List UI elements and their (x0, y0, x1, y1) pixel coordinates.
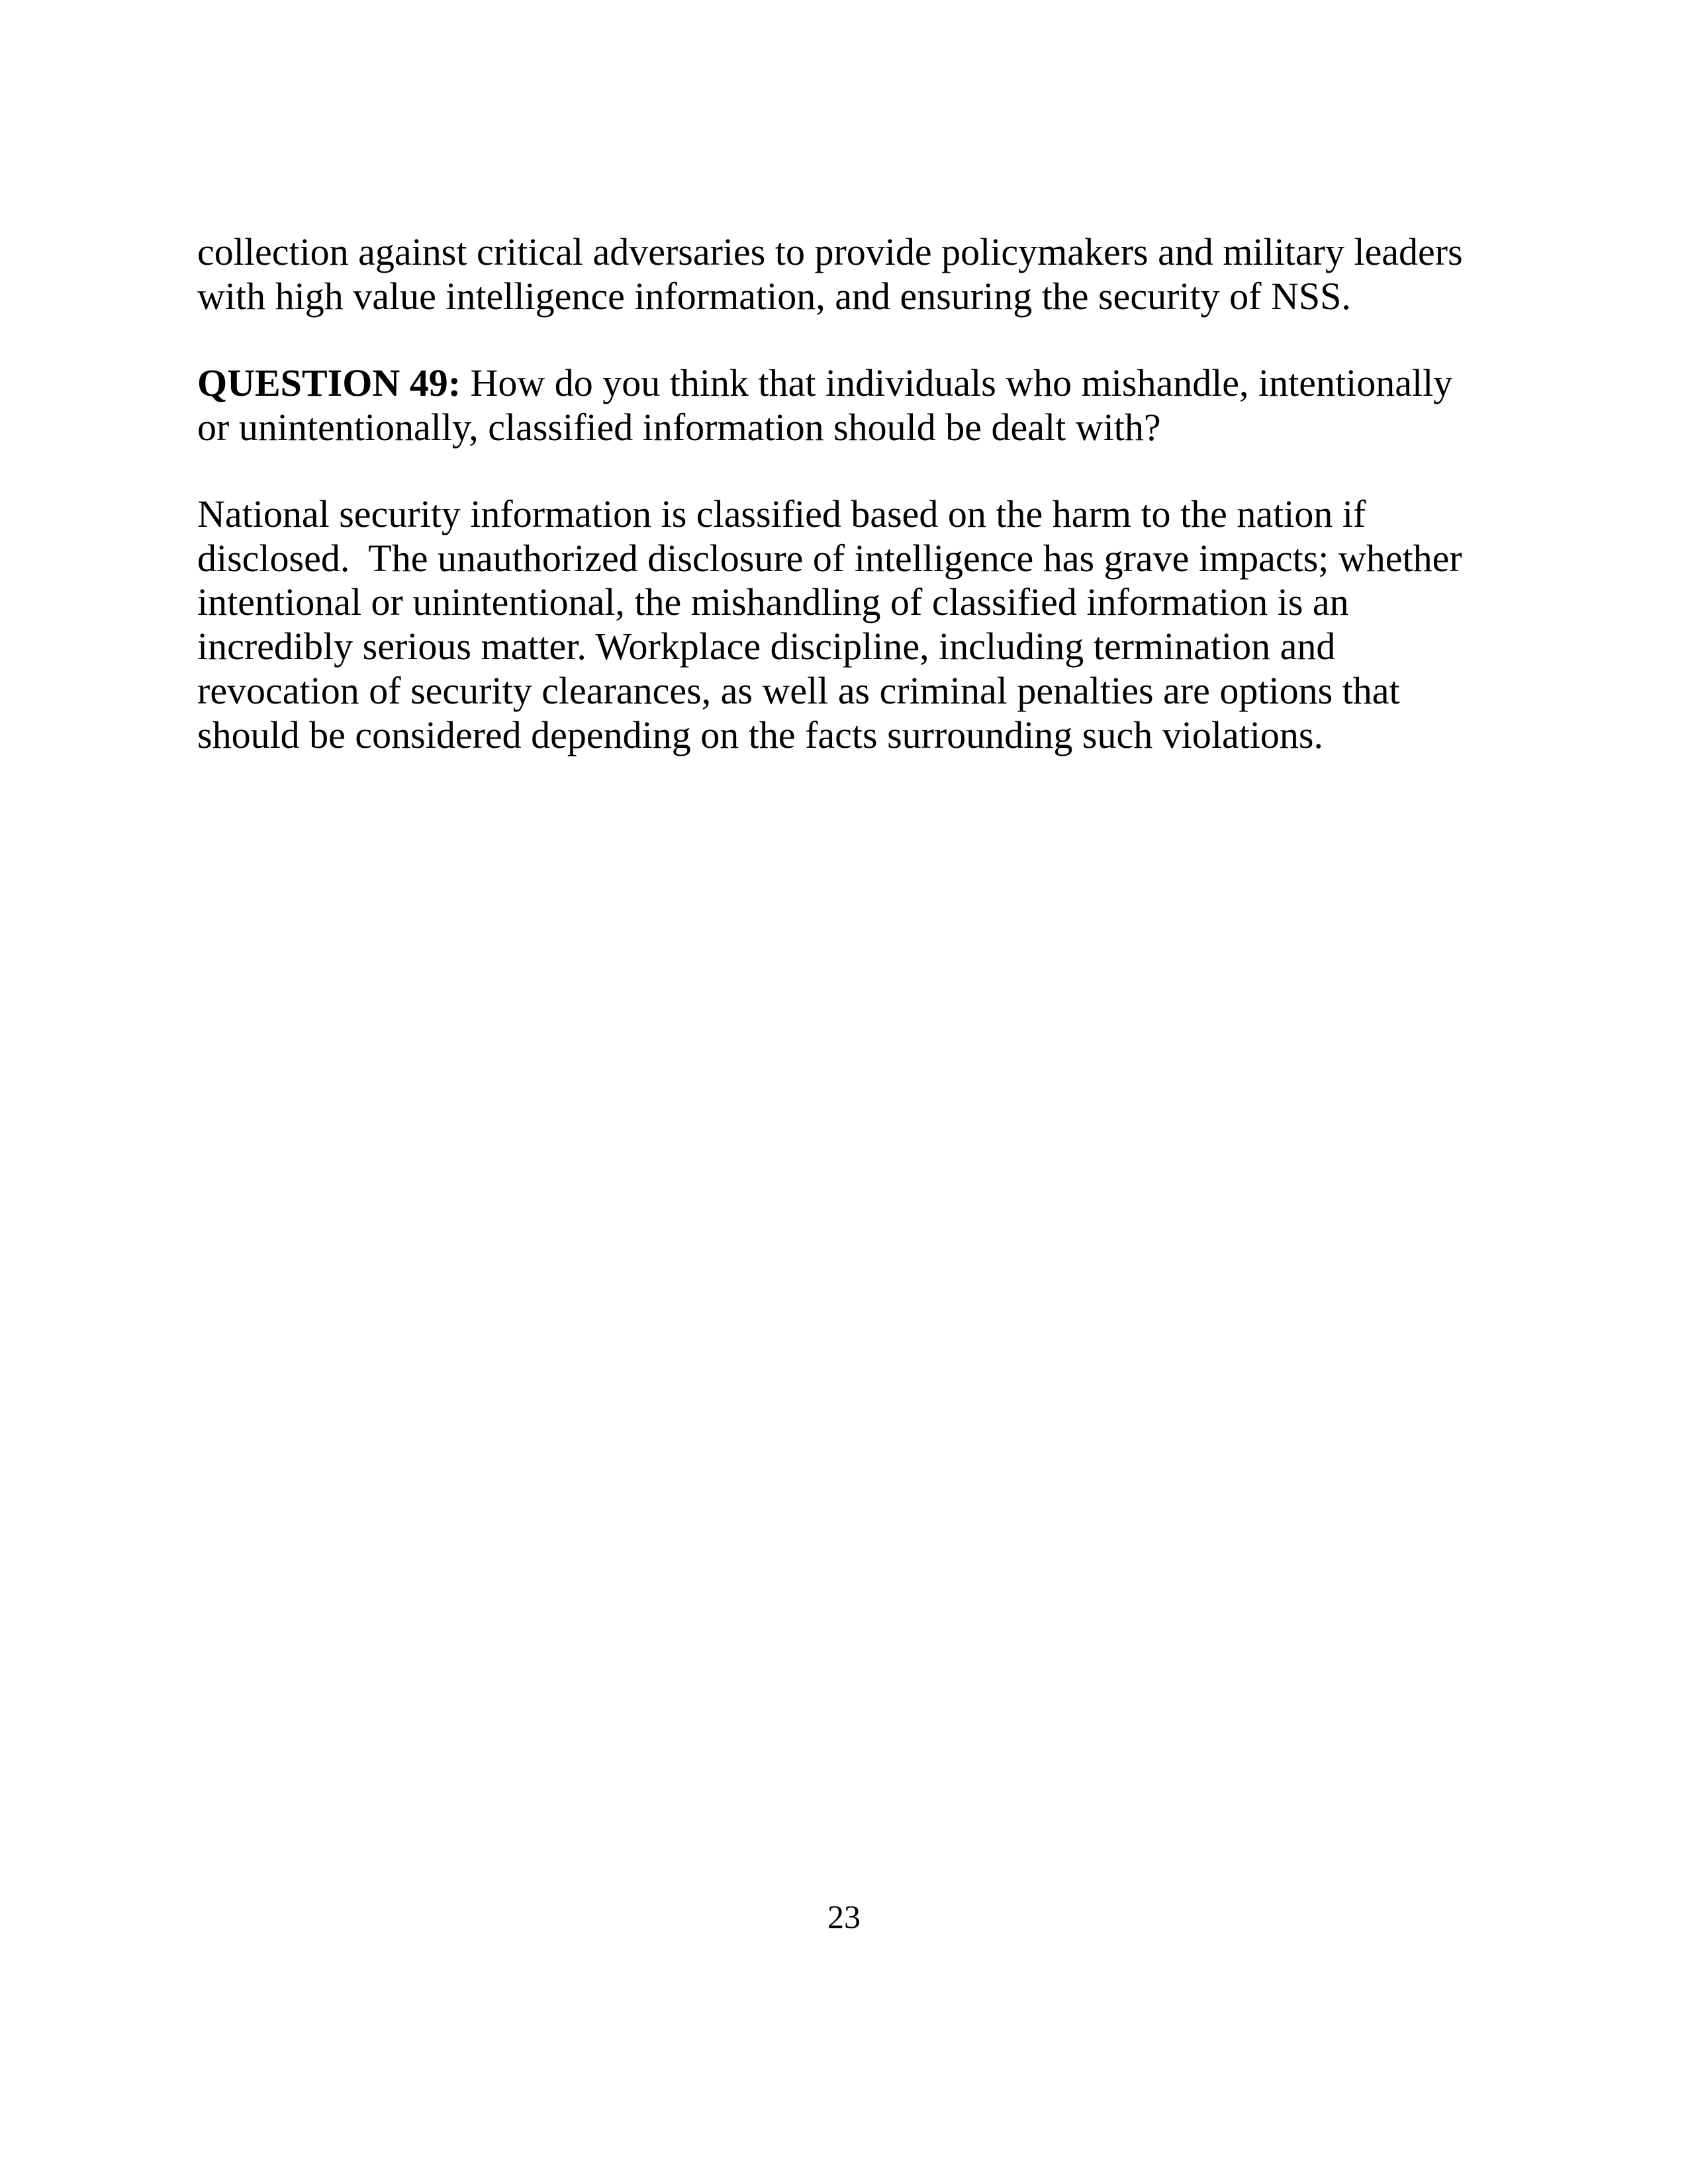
text-line: collection against critical adversaries to provide policymakers and military leaders (197, 230, 1463, 273)
text-line: or unintentionally, classified information should be dealt with? (197, 405, 1161, 449)
continuation-paragraph (197, 230, 1521, 318)
text-line: disclosed. The unauthorized disclosure of intelligence has grave impacts; whether (197, 536, 1462, 580)
text-line: National security information is classified based on the harm to the nation if (197, 492, 1366, 535)
question-paragraph (197, 361, 1521, 449)
text-line: intentional or unintentional, the mishandling of classified information is an (197, 580, 1349, 624)
question-label: QUESTION 49: (197, 361, 461, 404)
text-line: incredibly serious matter. Workplace discipline, including termination and (197, 625, 1336, 668)
text-line: with high value intelligence information, and ensuring the security of NSS. (197, 274, 1351, 318)
text-line (197, 361, 1521, 406)
answer-paragraph (197, 492, 1521, 757)
question-text: How do you think that individuals who mishandle, intentionally (461, 361, 1453, 404)
text-line: revocation of security clearances, as well as criminal penalties are options that (197, 668, 1400, 712)
page-number: 23 (827, 1898, 861, 1935)
text-line: should be considered depending on the facts surrounding such violations. (197, 713, 1324, 756)
